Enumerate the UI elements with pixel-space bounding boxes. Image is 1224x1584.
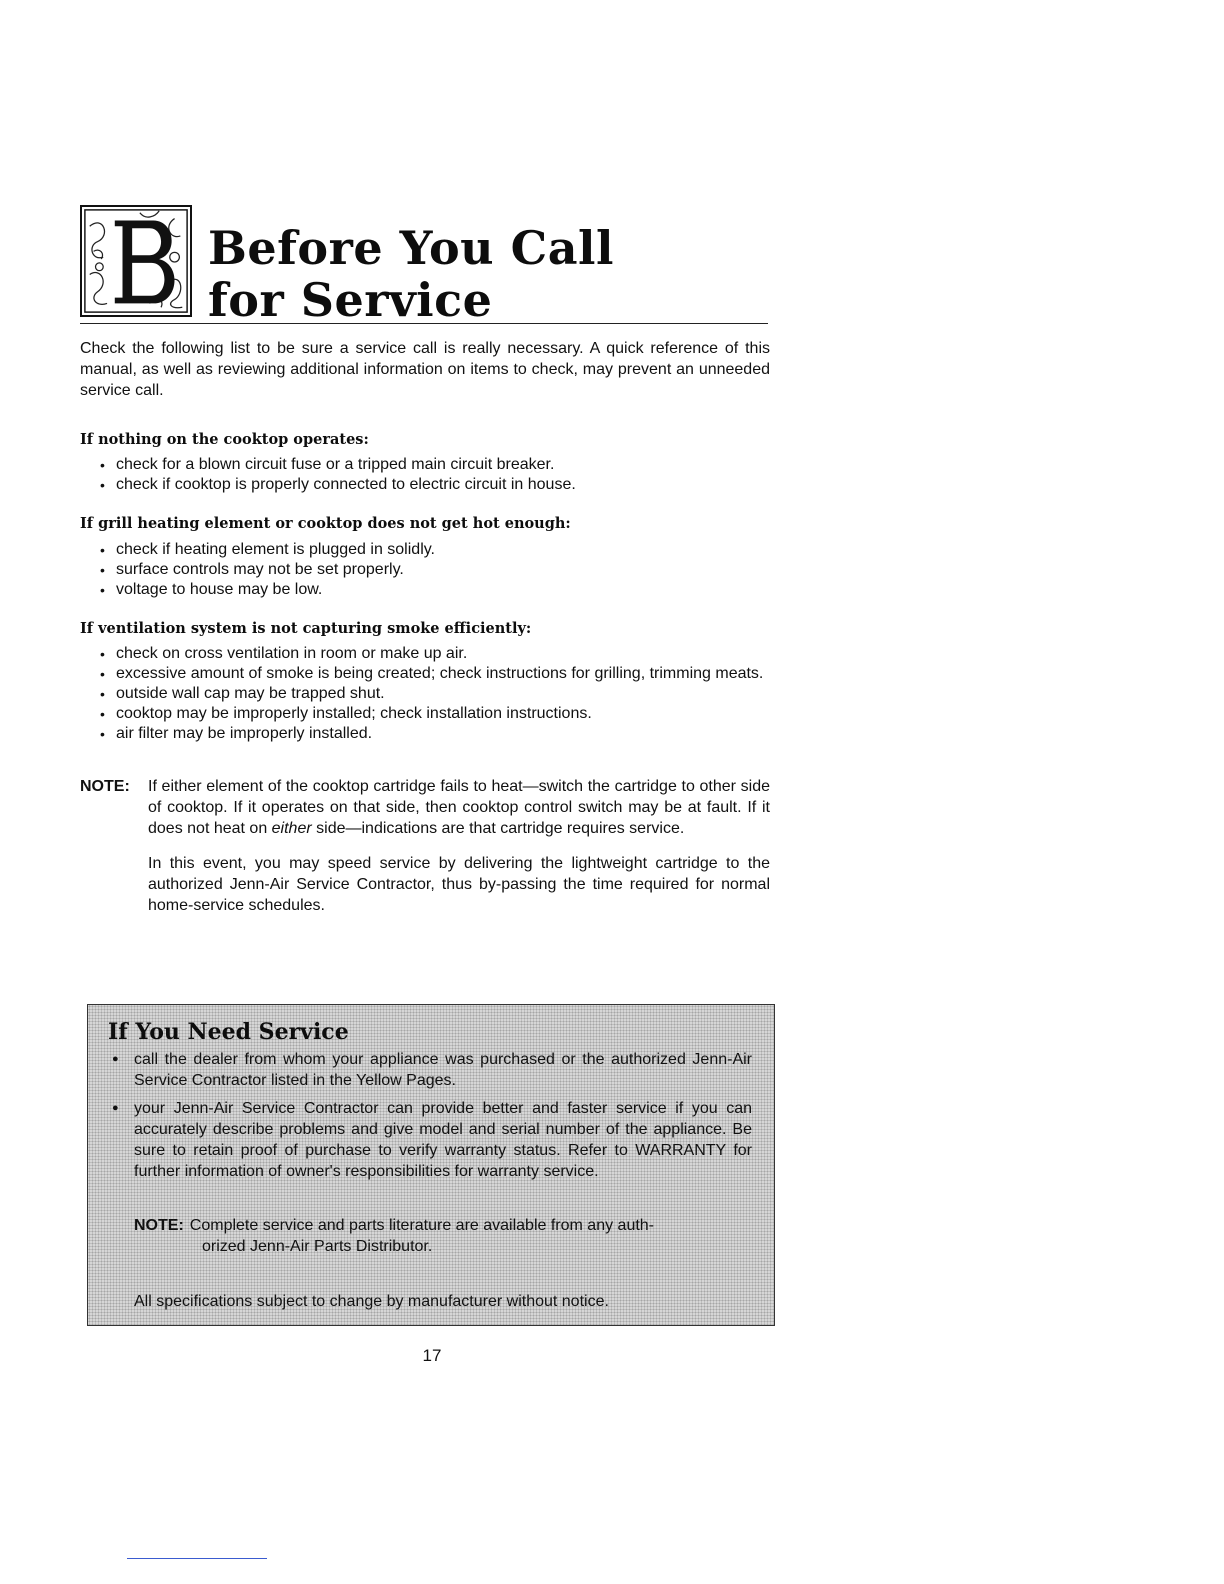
list-item: • surface controls may not be set properly. (100, 560, 770, 580)
list-item: • check for a blown circuit fuse or a tripped main circuit breaker. (100, 455, 770, 475)
specifications-disclaimer: All specifications subject to change by manufacturer without notice. (134, 1293, 609, 1310)
service-note-label: NOTE: (134, 1217, 184, 1234)
list-item: • check if cooktop is properly connected to electric circuit in house. (100, 475, 770, 495)
section-heading-ventilation: If ventilation system is not capturing smoke efficiently: (80, 620, 532, 637)
service-box-title: If You Need Service (108, 1019, 349, 1045)
service-note (134, 1215, 754, 1257)
list-item: • check if heating element is plugged in solidly. (100, 540, 770, 560)
service-info-box (87, 1004, 775, 1326)
note-label: NOTE: (80, 778, 130, 795)
list-item: • cooktop may be improperly installed; check installation instructions. (100, 704, 770, 724)
note-paragraph-2: In this event, you may speed service by delivering the lightweight cartridge to the authorized Jenn-Air Service Contractor, thus by-passing the time required for normal home-service schedules. (148, 855, 770, 914)
note-emphasis: either (271, 820, 312, 837)
list-item: • check on cross ventilation in room or make up air. (100, 644, 770, 664)
checklist-ventilation (100, 644, 770, 744)
footer-link-underline (127, 1558, 267, 1559)
list-item: • outside wall cap may be trapped shut. (100, 684, 770, 704)
checklist-heating (100, 540, 770, 600)
checklist-cooktop-operation (100, 455, 770, 495)
service-list (112, 1049, 752, 1189)
service-note-line-1: Complete service and parts literature are available from any auth- (189, 1217, 655, 1234)
ornament-svg (82, 207, 190, 315)
page-title (208, 222, 614, 326)
list-item: ● your Jenn-Air Service Contractor can provide better and faster service if you can accurately describe problems and give model and serial number of the appliance. Be sure to retain proof of purchase to verify warranty status. Refer to WARRANTY for further information of owner's responsibilities for warranty service. (112, 1098, 752, 1182)
note-paragraph-1 (148, 776, 770, 839)
list-item: • excessive amount of smoke is being created; check instructions for grilling, trimming meats. (100, 664, 770, 684)
note-text-after: side—indications are that cartridge requires service. (311, 820, 685, 837)
cartridge-note (80, 776, 770, 930)
ornamental-initial-b-icon (80, 205, 192, 317)
service-note-line-2: orized Jenn-Air Parts Distributor. (202, 1238, 433, 1255)
intro-paragraph: Check the following list to be sure a service call is really necessary. A quick reference of this manual, as well as reviewing additional information on items to check, may prevent an unneeded service call. (80, 340, 770, 399)
section-heading-cooktop-operation: If nothing on the cooktop operates: (80, 431, 369, 448)
note-body (148, 776, 770, 916)
title-line-2: for Service (208, 273, 493, 327)
list-item: • voltage to house may be low. (100, 580, 770, 600)
section-heading-heating: If grill heating element or cooktop does not get hot enough: (80, 515, 571, 532)
note-text-before: If either element of the cooktop cartridge fails to heat—switch the cartridge to other side of cooktop. If it operates on that side, then cooktop control switch may be at fault. If it does not heat on (148, 778, 770, 837)
page-number: 17 (422, 1346, 442, 1365)
title-line-1: Before You Call (208, 221, 614, 275)
title-divider (80, 323, 768, 324)
list-item: • air filter may be improperly installed. (100, 724, 770, 744)
list-item: ● call the dealer from whom your appliance was purchased or the authorized Jenn-Air Service Contractor listed in the Yellow Pages. (112, 1049, 752, 1091)
